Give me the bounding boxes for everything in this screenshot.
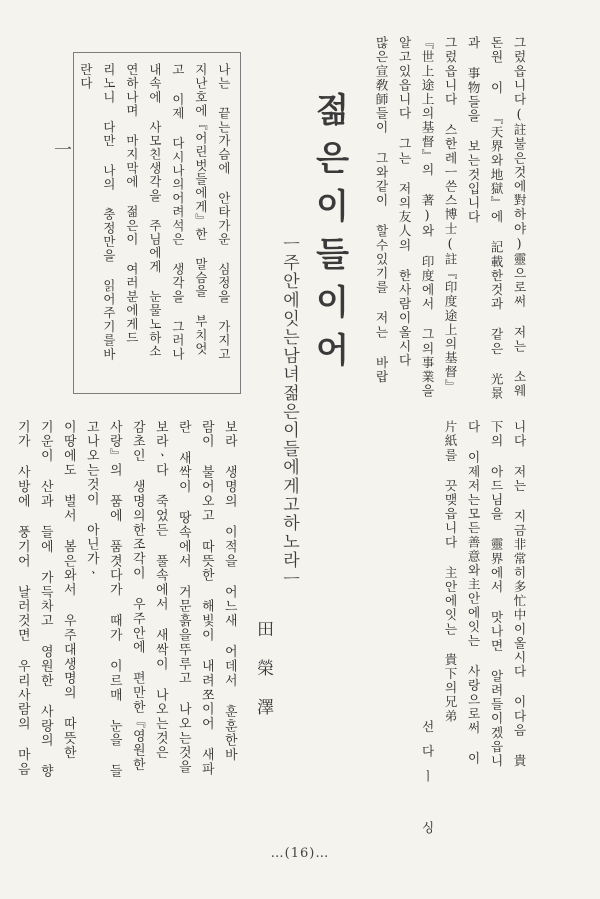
text-column: 片紙를 끗맺읍니다 主안에잇는 貴下의兄弟 [442,420,458,724]
body-column: 감초인 생명의한조각이 우주안에 편만한『영원한 [129,420,145,773]
text-column: 『世上途上의基督』의 著)와 印度에서 그의事業을 [419,36,435,399]
preface-column: 나는 끝는가슴에 안타가운 심정을 가지고 [216,63,232,362]
text-column: 그렀읍니다 스한레ㅡ쓴스博士(註『印度途上의基督』 [442,36,458,394]
letter-signature: 선다ㅣ 싱 [419,720,435,846]
preface-column: 리노니 다만 나의 충정만을 읽어주기를바 [101,63,117,362]
body-column: 란 새싹이 땅속에서 거문흙을뚜루고 나오는것을 [175,420,191,775]
section-number: 一 [51,140,72,158]
body-column: 사랑』의 품에 품겻다가 때가 이르매 눈을 들 [106,420,122,779]
text-column: 돈원 이 『天界와地獄』에 記載한것과 같은 光景 [488,36,504,401]
body-column: 이땅에도 벌서 봄은와서 우주대생명의 따뜻한 [60,420,76,760]
text-column: 알고있읍니다 그는 저의友人의 한사람이올시다 [396,36,412,368]
text-column: 다 이제저는모든善意와主안에잇는 사랑으로써 이 [465,420,481,766]
body-column: 고나오는것이 아닌가ㆍ [83,420,99,581]
text-column: 과 事物들을 보는것입니다 [465,36,481,225]
text-column: 많은宣敎師들이 그와같이 할수있기를 저는 바랍 [373,36,389,384]
body-column: 보라ㆍ다 죽었든 풀속에서 새싹이 나오는것은 [152,420,168,760]
body-column: 람이 불어오고 따뜻한 해빛이 내려쪼이어 새파 [198,420,214,777]
text-column: 니다 저는 지금非常히多忙中이올시다 이다음 貴 [511,420,527,768]
text-column: 그렀읍니다(註불은것에對하야)靈으로써 저는 소웨 [511,36,527,399]
text-column: 下의 아드님을 靈界에서 맛나면 알려들이겠읍니 [488,420,504,768]
preface-column: 연하나며 마지막에 젊은이 여러분에게드 [124,63,140,345]
preface-column: 고 이제 다시나의어려석은 생각을 그러나 [170,63,186,362]
preface-column: 란다 [78,63,94,91]
page-number: …(16)… [270,846,330,861]
body-column: 기가 사방에 풍기어 날러것면 우리사람의 마음 [14,420,30,777]
preface-column: 내속에 사모친생각을 주님에게 눈물노하소 [147,63,163,359]
preface-column: 지난호에『어린벗들에게』한 말슴을 부치엇 [193,63,209,356]
article-author: 田榮澤 [253,620,273,737]
body-column: 보라 생명의 이적을 어느새 어데서 훈훈한바 [221,420,237,763]
body-column: 기운이 산과 들에 가득차고 영원한 사랑의 향 [37,420,53,779]
article-subtitle: ㅡ주안에잇는남녀젊은이들에게고하노라ㅡ [279,235,299,589]
article-title: 젊은이들이어 [309,92,349,380]
preface-box [73,52,241,394]
